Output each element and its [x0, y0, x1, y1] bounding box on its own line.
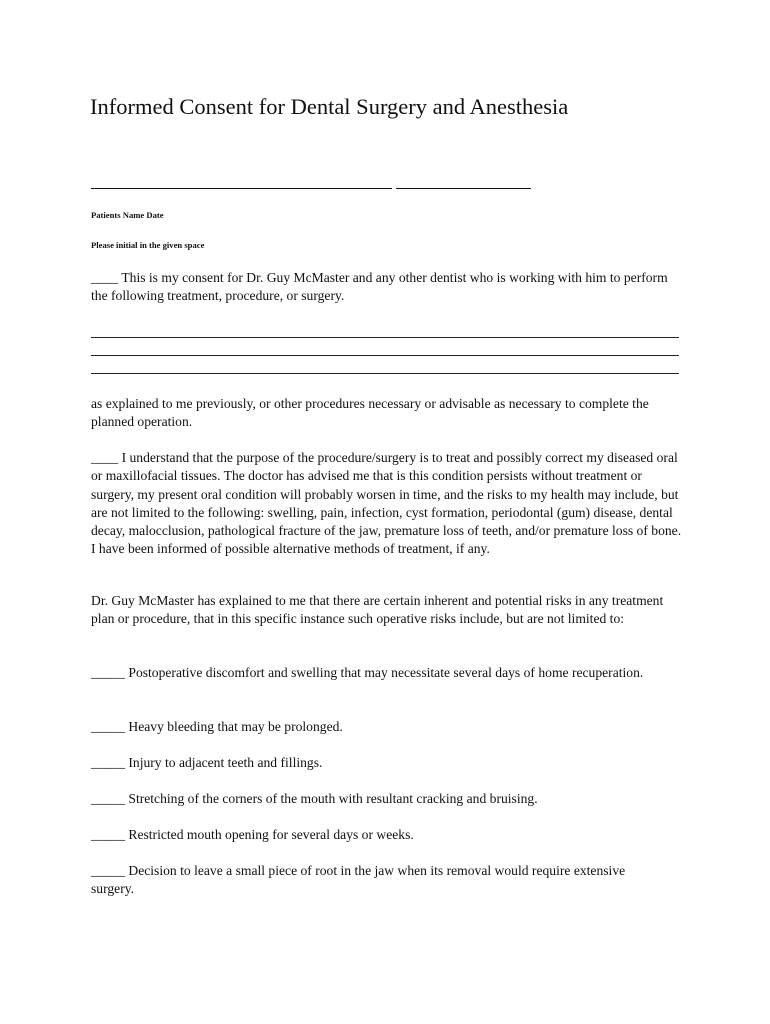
- risk-item-injury: _____ Injury to adjacent teeth and fillings.: [91, 755, 323, 770]
- signature-caption: Patients Name Date: [91, 210, 164, 220]
- understanding-paragraph: ____ I understand that the purpose of the procedure/surgery is to treat and possibly correct my diseased oral or maxillofacial tissues. The doctor has advised me that is this condition persists without treatment or surgery, my present oral condition will probably worsen in time, and the risks to my health may include, but are not limited to the following: swelling, pain, infection, cyst formation, periodontal (gum) disease, dental decay, malocclusion, pathological fracture of the jaw, premature loss of teeth, and/or premature loss of bone. I have been informed of possible alternative methods of treatment, if any.: [91, 450, 682, 557]
- risk-item-bleeding: _____ Heavy bleeding that may be prolonged.: [91, 719, 343, 734]
- consent-paragraph: ____ This is my consent for Dr. Guy McMaster and any other dentist who is working with him to perform the following treatment, procedure, or surgery.: [91, 270, 668, 304]
- treatment-blank-line-1[interactable]: [91, 337, 679, 338]
- risks-intro-paragraph: Dr. Guy McMaster has explained to me that there are certain inherent and potential risks in any treatment plan or procedure, that in this specific instance such operative risks include, but are not limited to:: [91, 593, 664, 627]
- risk-item-swelling: _____ Postoperative discomfort and swelling that may necessitate several days of home recuperation.: [91, 665, 644, 680]
- patient-name-signature-line[interactable]: [91, 188, 392, 189]
- initial-instruction: Please initial in the given space: [91, 240, 205, 250]
- risk-item-stretching: _____ Stretching of the corners of the mouth with resultant cracking and bruising.: [91, 791, 538, 806]
- explained-paragraph: as explained to me previously, or other procedures necessary or advisable as necessary to complete the planned operation.: [91, 396, 649, 430]
- risk-item-root-fragment: _____ Decision to leave a small piece of root in the jaw when its removal would require extensive surgery.: [91, 863, 626, 897]
- treatment-blank-line-2[interactable]: [91, 355, 679, 356]
- treatment-blank-line-3[interactable]: [91, 373, 679, 374]
- risk-item-restricted-opening: _____ Restricted mouth opening for several days or weeks.: [91, 827, 414, 842]
- document-title: Informed Consent for Dental Surgery and Anesthesia: [90, 94, 569, 119]
- date-signature-line[interactable]: [396, 188, 531, 189]
